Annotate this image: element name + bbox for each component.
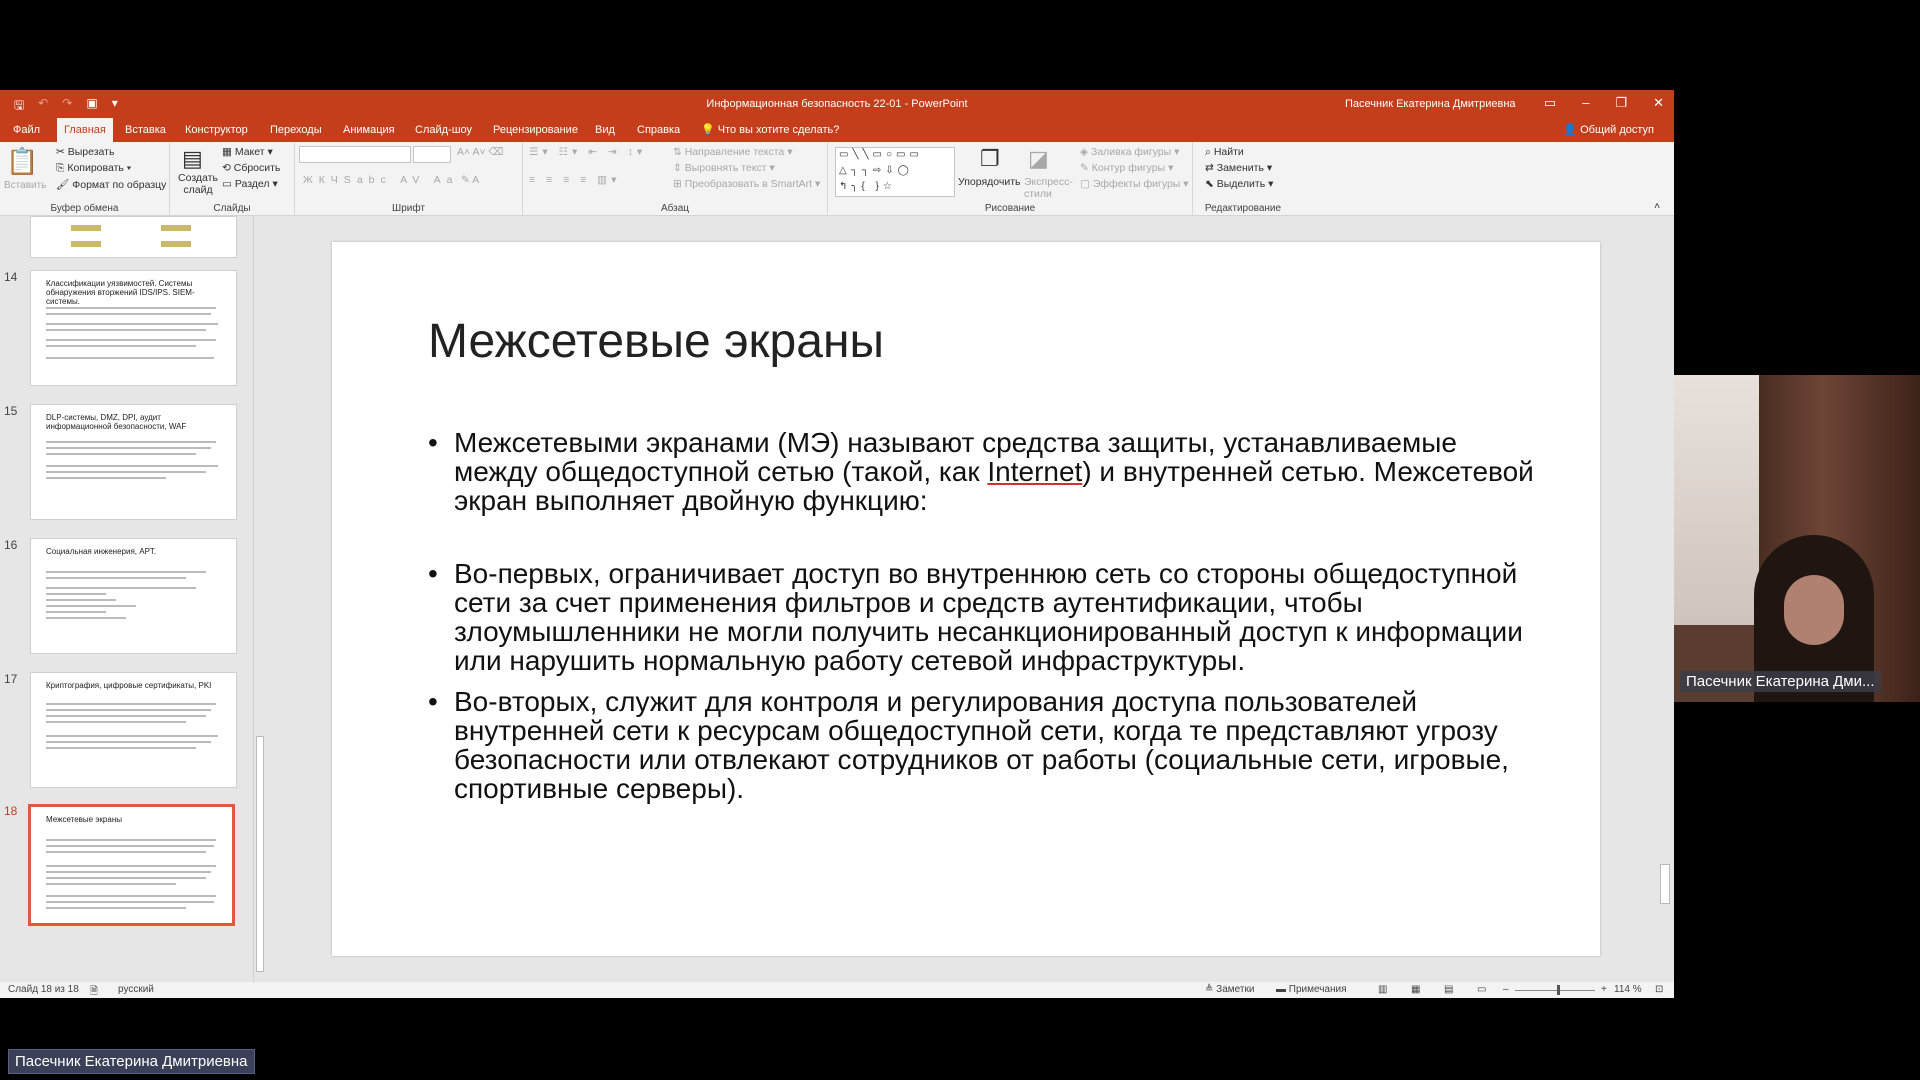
shape-outline-button[interactable]: ✎ Контур фигуры ▾	[1080, 162, 1174, 174]
thumb-text-line	[46, 877, 206, 879]
font-size-buttons[interactable]: A˄ A˅ ⌫	[457, 146, 504, 158]
text-direction-icon: ⇅	[673, 146, 682, 158]
comments-label: Примечания	[1288, 984, 1347, 995]
thumb-text-line	[46, 477, 166, 479]
thumb-text-line	[46, 721, 186, 723]
format-painter-label: Формат по образцу	[72, 179, 167, 191]
shape-fill-label: Заливка фигуры	[1091, 146, 1172, 158]
slide-thumbnail-17[interactable]	[30, 672, 237, 788]
group-label: Буфер обмена	[50, 203, 119, 214]
thumb-title: Криптография, цифровые сертификаты, PKI	[46, 681, 212, 690]
brush-icon: 🖌	[56, 179, 70, 191]
video-background-wall	[1674, 375, 1759, 625]
align-text-icon: ⇕	[673, 162, 682, 174]
shape-effects-label: Эффекты фигуры	[1092, 178, 1181, 190]
shape-fill-button[interactable]: ◈ Заливка фигуры ▾	[1080, 146, 1180, 158]
lightbulb-icon: 💡	[701, 124, 715, 136]
slide-thumbnail-16[interactable]	[30, 538, 237, 654]
paste-button[interactable]: Вставить	[4, 180, 47, 191]
thumb-text-line	[46, 845, 214, 847]
align-text-label: Выровнять текст	[684, 162, 767, 174]
tab-help[interactable]: Справка	[637, 124, 681, 136]
tab-file[interactable]: Файл	[13, 124, 41, 136]
bullet-item: • Во-первых, ограничивает доступ во внутреннюю сеть со стороны общедоступной сети за счет применения фильтров и средств аутентификации, чтобы злоумышленники не могли получить несанкционированный доступ к информации или нарушить нормальную работу сетевой инфраструктуры.	[428, 559, 1538, 675]
work-area	[0, 216, 1674, 982]
thumb-text-line	[46, 339, 216, 341]
share-label: Общий доступ	[1580, 124, 1654, 136]
participant-video[interactable]	[1674, 375, 1920, 702]
thumb-text-line	[46, 453, 196, 455]
section-icon: ▭	[222, 178, 232, 190]
find-label: Найти	[1213, 146, 1244, 158]
thumb-title: Классификации уязвимостей. Системы обнаружения вторжений IDS/IPS. SIEM-системы.	[46, 279, 195, 306]
thumb-text-line	[46, 839, 216, 841]
thumb-text-line	[46, 735, 218, 737]
format-painter-button[interactable]	[56, 178, 166, 191]
slide-counter: Слайд 18 из 18	[8, 984, 79, 995]
arrange-button[interactable]: Упорядочить	[958, 176, 1021, 188]
thumb-text-line	[46, 895, 216, 897]
thumb-text-line	[46, 577, 186, 579]
presenter-name-badge: Пасечник Екатерина Дмитриевна	[8, 1049, 255, 1074]
start-from-beginning-icon[interactable]: ▣	[86, 96, 98, 110]
copy-button[interactable]: ⎘ Копировать ▾	[56, 162, 132, 174]
select-button[interactable]: ⬉ Выделить ▾	[1205, 178, 1274, 190]
tab-transitions[interactable]: Переходы	[270, 124, 322, 136]
clear-formatting-icon: ⌫	[488, 146, 504, 158]
thumb-text-line	[46, 871, 211, 873]
comment-icon: ▬	[1276, 984, 1286, 995]
thumb-text-line	[46, 901, 214, 903]
slide-thumbnail-13[interactable]	[30, 216, 237, 258]
clipboard-group	[0, 142, 170, 216]
thumb-text-line	[46, 357, 214, 359]
shape-effects-button[interactable]: ▢ Эффекты фигуры ▾	[1080, 178, 1189, 190]
slide-body[interactable]	[428, 428, 1538, 833]
layout-icon: ▦	[222, 146, 232, 158]
window-controls	[1544, 95, 1664, 111]
quick-styles-button[interactable]: Экспресс-стили	[1024, 176, 1073, 200]
participant-face	[1784, 575, 1844, 645]
slide-sorter-icon[interactable]: ▦	[1411, 984, 1421, 995]
collapse-ribbon-icon[interactable]: ˄	[1654, 200, 1661, 212]
drawing-group	[828, 142, 1193, 216]
zoom-slider-thumb[interactable]	[1557, 985, 1560, 995]
slide-thumbnail-18[interactable]	[28, 804, 235, 926]
scrollbar-thumb[interactable]	[256, 736, 264, 972]
replace-button[interactable]: ⇄ Заменить ▾	[1205, 162, 1273, 174]
thumb-shape	[71, 225, 101, 231]
bullet-text: Межсетевыми экранами (МЭ) называют средства защиты, устанавливаемые между общедоступной сетью (такой, как	[454, 427, 1457, 487]
slide-scrollbar[interactable]	[1658, 216, 1672, 982]
thumb-title: Социальная инженерия, APT.	[46, 547, 157, 556]
share-button[interactable]	[1563, 118, 1654, 142]
text-direction-label: Направление текста	[684, 146, 785, 158]
cut-button[interactable]	[56, 146, 114, 158]
thumb-text-line	[46, 605, 136, 607]
thumb-text-line	[46, 447, 211, 449]
smartart-icon: ⊞	[673, 178, 682, 190]
new-slide-icon[interactable]: ▤	[182, 146, 203, 171]
thumb-shape	[161, 241, 191, 247]
cut-label: Вырезать	[67, 146, 115, 158]
thumb-text-line	[46, 345, 196, 347]
new-slide-button[interactable]: Создать слайд	[178, 172, 218, 196]
clipboard-icon[interactable]: 📋	[6, 146, 39, 176]
thumb-text-line	[46, 741, 211, 743]
list-buttons[interactable]: ☰▾ ☷▾ ⇤ ⇥ ↕▾	[529, 146, 647, 158]
spellcheck-word: Internet	[987, 456, 1083, 487]
effects-icon: ▢	[1080, 178, 1090, 190]
close-icon[interactable]: ✕	[1653, 95, 1664, 110]
thumb-shape	[161, 225, 191, 231]
thumb-text-line	[46, 617, 126, 619]
notes-label: Заметки	[1216, 984, 1255, 995]
copy-icon: ⎘	[56, 162, 65, 174]
account-name[interactable]: Пасечник Екатерина Дмитриевна	[1345, 98, 1516, 110]
paragraph-group	[523, 142, 828, 216]
thumb-text-line	[46, 883, 176, 885]
slide-number: 17	[4, 672, 18, 686]
thumb-text-line	[46, 593, 106, 595]
align-buttons[interactable]: ≡ ≡ ≡ ≡ ▥▾	[529, 174, 621, 186]
thumb-title: DLP-системы, DMZ, DPI, аудит информационной безопасности, WAF	[46, 413, 187, 431]
shapes-gallery[interactable]	[835, 147, 955, 197]
layout-label: Макет	[234, 146, 265, 158]
normal-view-icon[interactable]: ▥	[1378, 984, 1388, 995]
section-button[interactable]: ▭ Раздел ▾	[222, 178, 278, 190]
section-label: Раздел	[234, 178, 270, 190]
thumb-text-line	[46, 747, 196, 749]
customize-qat-icon[interactable]: ▾	[111, 96, 118, 110]
title-bar	[0, 90, 1674, 118]
paint-bucket-icon: ◈	[1080, 146, 1089, 158]
thumb-text-line	[46, 907, 186, 909]
tab-review[interactable]: Рецензирование	[493, 124, 578, 136]
notes-icon: ≜	[1205, 984, 1214, 995]
group-label: Шрифт	[392, 203, 425, 214]
slide-canvas[interactable]	[332, 242, 1600, 956]
slide-thumbnails-pane	[0, 216, 270, 982]
slide-number: 14	[4, 270, 18, 284]
group-label: Редактирование	[1204, 203, 1282, 214]
editing-group	[1193, 142, 1293, 216]
font-family-select[interactable]	[299, 146, 411, 163]
shapes-row-1: ▭╲╲▭○▭▭	[839, 149, 923, 160]
slide-number: 16	[4, 538, 18, 552]
reading-view-icon[interactable]: ▤	[1444, 984, 1454, 995]
font-size-select[interactable]	[413, 146, 451, 163]
language-indicator[interactable]: русский	[118, 984, 154, 995]
group-label: Абзац	[660, 203, 690, 214]
tab-home[interactable]: Главная	[57, 118, 113, 142]
tab-slideshow[interactable]: Слайд-шоу	[415, 124, 473, 136]
shapes-row-3: ↰╮{ }☆	[839, 181, 896, 192]
fit-to-window-icon[interactable]: ⊡	[1655, 984, 1664, 995]
search-icon: ⌕	[1205, 146, 1211, 158]
minimize-icon[interactable]: –	[1582, 95, 1590, 110]
undo-icon[interactable]: ↶	[38, 96, 49, 110]
bullet-item	[428, 428, 1538, 515]
accessibility-icon[interactable]: 🗎	[90, 986, 99, 997]
bullet-item: • Во-вторых, служит для контроля и регулирования доступа пользователей внутренней сети к ресурсам общедоступной сети, когда те представляют угрозу безопасности или отвлекают сотрудников от работы (социальные сети, игровые, спортивные серверы).	[428, 687, 1538, 803]
thumbnails-scrollbar[interactable]	[253, 216, 265, 982]
thumb-text-line	[46, 709, 211, 711]
save-icon[interactable]: 🖫	[14, 98, 25, 112]
arrange-icon[interactable]: ❐	[980, 146, 1000, 171]
scrollbar-thumb[interactable]	[1660, 864, 1670, 904]
shapes-row-2: △┐┐⇨⇩◯	[839, 165, 913, 176]
thumb-text-line	[46, 715, 206, 717]
font-color-buttons[interactable]: ✎ A	[461, 174, 480, 186]
powerpoint-window	[0, 90, 1674, 996]
tell-me-search[interactable]	[694, 118, 846, 142]
participant-name-label: Пасечник Екатерина Дми...	[1680, 671, 1881, 692]
thumb-text-line	[46, 851, 206, 853]
slide-title[interactable]: Межсетевые экраны	[428, 315, 884, 368]
tab-insert[interactable]: Вставка	[125, 124, 166, 136]
group-label: Слайды	[213, 203, 251, 214]
align-text-button[interactable]: ⇕ Выровнять текст ▾	[673, 162, 775, 174]
zoom-in-icon[interactable]: +	[1601, 984, 1607, 995]
person-icon: 👤	[1563, 124, 1578, 136]
slide-number: 15	[4, 404, 18, 418]
thumb-text-line	[46, 571, 206, 573]
font-style-buttons[interactable]: ЖКЧSabc AV Aa	[303, 174, 459, 186]
pen-icon: ✎	[1080, 162, 1089, 174]
thumb-text-line	[46, 703, 216, 705]
find-button[interactable]	[1205, 146, 1244, 159]
thumb-text-line	[46, 313, 211, 315]
slide-thumbnail-14[interactable]	[30, 270, 237, 386]
notes-button[interactable]	[1205, 984, 1254, 995]
zoom-out-icon[interactable]: –	[1503, 984, 1509, 995]
copy-label: Копировать	[67, 162, 124, 174]
thumb-text-line	[46, 587, 196, 589]
quick-styles-icon[interactable]: ◪	[1028, 146, 1049, 171]
restore-icon[interactable]: ❐	[1615, 95, 1628, 110]
slide-number: 18	[4, 804, 18, 818]
status-bar	[0, 982, 1674, 998]
reset-icon: ⟲	[222, 162, 231, 174]
scissors-icon: ✂	[56, 146, 65, 158]
convert-smartart-button[interactable]: ⊞ Преобразовать в SmartArt ▾	[673, 178, 821, 190]
reset-label: Сбросить	[233, 162, 281, 174]
thumb-text-line	[46, 307, 216, 309]
cursor-icon: ⬉	[1205, 178, 1214, 190]
reset-button[interactable]	[222, 162, 280, 174]
window-title: Информационная безопасность 22-01 - PowerPoint	[706, 98, 968, 110]
bullet-text: ) и внутренней сетью. Межсетевой экран выполняет двойную функцию:	[454, 456, 1534, 516]
tab-view[interactable]: Вид	[595, 124, 615, 136]
thumb-text-line	[46, 323, 218, 325]
thumb-text-line	[46, 465, 218, 467]
replace-icon: ⇄	[1205, 162, 1214, 174]
thumb-text-line	[46, 441, 216, 443]
thumb-text-line	[46, 611, 106, 613]
text-direction-button[interactable]: ⇅ Направление текста ▾	[673, 146, 793, 158]
tell-me-label: Что вы хотите сделать?	[717, 124, 840, 136]
thumb-text-line	[46, 599, 116, 601]
redo-icon[interactable]: ↷	[62, 96, 73, 110]
layout-button[interactable]: ▦ Макет ▾	[222, 146, 273, 158]
slideshow-view-icon[interactable]: ▭	[1477, 984, 1487, 995]
convert-smartart-label: Преобразовать в SmartArt	[684, 178, 813, 190]
thumb-text-line	[46, 471, 206, 473]
select-label: Выделить	[1216, 178, 1266, 190]
slides-group	[170, 142, 295, 216]
shape-outline-label: Контур фигуры	[1091, 162, 1166, 174]
group-label: Рисование	[984, 203, 1036, 214]
font-group	[295, 142, 523, 216]
ribbon-tabs	[0, 118, 1674, 142]
zoom-slider[interactable]	[1515, 990, 1595, 991]
thumb-title: Межсетевые экраны	[46, 815, 122, 824]
comments-button[interactable]	[1276, 984, 1347, 995]
thumb-text-line	[46, 329, 206, 331]
thumb-text-line	[46, 865, 216, 867]
tab-animations[interactable]: Анимация	[343, 124, 395, 136]
ribbon-display-options-icon[interactable]: ▭	[1543, 95, 1557, 110]
tab-design[interactable]: Конструктор	[185, 124, 248, 136]
zoom-level[interactable]: 114 %	[1614, 984, 1642, 995]
replace-label: Заменить	[1216, 162, 1264, 174]
slide-thumbnail-15[interactable]	[30, 404, 237, 520]
thumb-shape	[71, 241, 101, 247]
ribbon	[0, 142, 1674, 216]
